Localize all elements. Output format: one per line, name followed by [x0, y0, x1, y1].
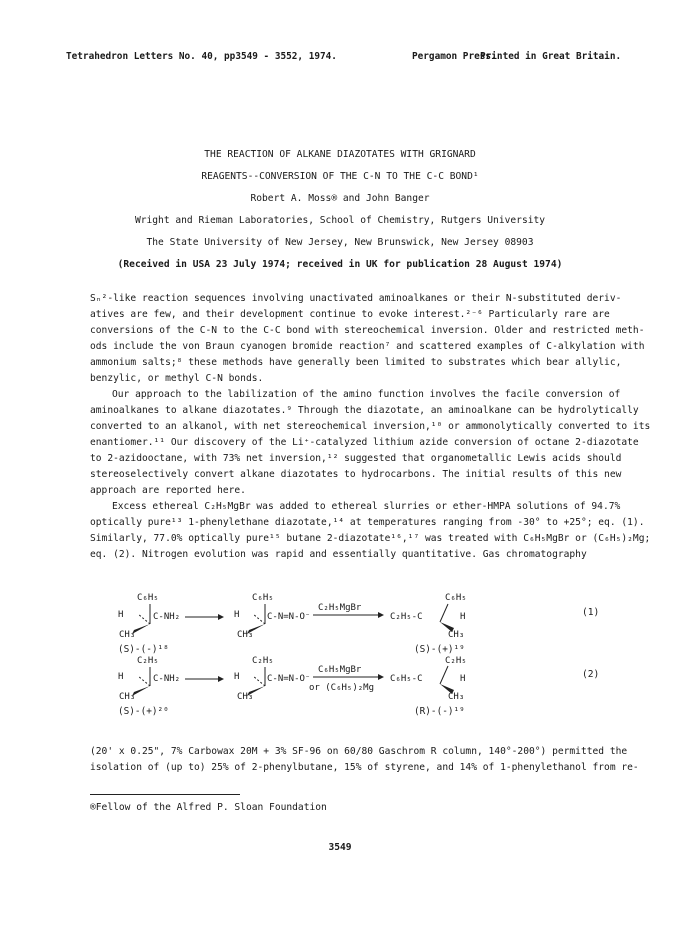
- eq1-reactant-label: (S)-(-)¹⁸: [118, 644, 169, 655]
- eq1-intermediate-main: C-N=N-O⁻: [267, 612, 311, 622]
- eq1-intermediate-top: C₆H₅: [252, 593, 274, 603]
- eq1-intermediate-bottom: CH₃: [237, 630, 254, 640]
- text-line: benzylic, or methyl C-N bonds.: [90, 373, 264, 384]
- eq1-reagent: C₂H₅MgBr: [318, 603, 362, 613]
- text-line: to 2-azidooctane, with 73% net inversion,¹² suggested that organometallic Lewis acids should: [90, 453, 622, 464]
- text-line: atives are few, and their development continue to evoke interest.²⁻⁶ Particularly rare are: [90, 309, 610, 320]
- text-line: optically pure¹³ 1-phenylethane diazotate,¹⁴ at temperatures ranging from -30° to +25°; eq. (1).: [90, 517, 645, 528]
- eq1-product-bottom: CH₃: [448, 630, 465, 640]
- journal-citation: Tetrahedron Letters No. 40, pp3549 - 3552, 1974.: [66, 51, 337, 62]
- title-line-2: REAGENTS--CONVERSION OF THE C-N TO THE C-C BOND¹: [201, 171, 479, 182]
- eq2-intermediate-h: H: [234, 672, 240, 682]
- publisher: Pergamon Press.: [412, 51, 497, 62]
- text-line: approach are reported here.: [90, 485, 246, 496]
- text-line: enantiomer.¹¹ Our discovery of the Li⁺-catalyzed lithium azide conversion of octane 2-diazotate: [90, 437, 639, 448]
- text-line: Sₙ²-like reaction sequences involving unactivated aminoalkanes or their N-substituted deriv-: [90, 293, 622, 304]
- eq2-intermediate-bottom: CH₃: [237, 692, 254, 702]
- text-line: ods include the von Braun cyanogen bromide reaction⁷ and scattered examples of C-alkylation with: [90, 341, 645, 352]
- eq1-number: (1): [582, 607, 600, 618]
- paragraph-4: [90, 744, 639, 776]
- eq2-reactant-main: C-NH₂: [153, 674, 181, 684]
- eq1-reactant-h: H: [118, 610, 124, 620]
- eq1-product-h: H: [460, 612, 466, 622]
- eq2-product-label: (R)-(-)¹⁹: [414, 706, 465, 717]
- printed-note: Printed in Great Britain.: [480, 51, 622, 62]
- eq1-reactant-bottom: CH₃: [119, 630, 136, 640]
- text-line: Excess ethereal C₂H₅MgBr was added to ethereal slurries or ether-HMPA solutions of 94.7%: [112, 501, 621, 512]
- eq1-reactant-main: C-NH₂: [153, 612, 181, 622]
- text-line: aminoalkanes to alkane diazotates.⁹ Through the diazotate, an aminoalkane can be hydrolytically: [90, 405, 639, 416]
- title-line-1: THE REACTION OF ALKANE DIAZOTATES WITH GRIGNARD: [204, 149, 476, 160]
- eq2-reactant-label: (S)-(+)²⁰: [118, 706, 169, 717]
- eq2-reactant-bottom: CH₃: [119, 692, 136, 702]
- eq2-product-left: C₆H₅-C: [390, 674, 423, 684]
- text-line: (20' x 0.25", 7% Carbowax 20M + 3% SF-96 on 60/80 Gaschrom R column, 140°-200°) permitted the: [90, 746, 628, 757]
- eq2-reagent: C₆H₅MgBr: [318, 665, 362, 675]
- eq2-reagent-alt: or (C₆H₅)₂Mg: [309, 683, 375, 693]
- received-dates: (Received in USA 23 July 1974; received in UK for publication 28 August 1974): [117, 259, 563, 270]
- text-line: eq. (2). Nitrogen evolution was rapid and essentially quantitative. Gas chromatography: [90, 549, 587, 560]
- text-line: ammonium salts;⁸ these methods have generally been limited to substrates which bear allylic,: [90, 357, 622, 368]
- text-line: conversions of the C-N to the C-C bond with stereochemical inversion. Older and restricted meth-: [90, 325, 645, 336]
- authors: Robert A. Moss® and John Banger: [250, 193, 430, 204]
- affiliation-line-1: Wright and Rieman Laboratories, School of Chemistry, Rutgers University: [134, 215, 546, 226]
- eq1-intermediate-h: H: [234, 610, 240, 620]
- eq2-intermediate-main: C-N=N-O⁻: [267, 674, 311, 684]
- text-line: stereoselectively convert alkane diazotates to hydrocarbons. The initial results of this new: [90, 469, 622, 480]
- eq1-product-top: C₆H₅: [445, 593, 467, 603]
- text-line: Our approach to the labilization of the amino function involves the facile conversion of: [112, 389, 621, 400]
- eq2-product-top: C₂H₅: [445, 656, 467, 666]
- text-line: converted to an alkanol, with net stereochemical inversion,¹⁰ or ammonolytically converted to its: [90, 421, 651, 432]
- text-line: isolation of (up to) 25% of 2-phenylbutane, 15% of styrene, and 14% of 1-phenylethanol from re-: [90, 762, 639, 773]
- affiliation-line-2: The State University of New Jersey, New Brunswick, New Jersey 08903: [146, 237, 534, 248]
- eq2-intermediate-top: C₂H₅: [252, 656, 274, 666]
- text-line: Similarly, 77.0% optically pure¹⁵ butane 2-diazotate¹⁶,¹⁷ was treated with C₆H₅MgBr or (C₆H₅)₂Mg;: [90, 533, 651, 544]
- eq2-reactant-top: C₂H₅: [137, 656, 159, 666]
- eq1-product-label: (S)-(+)¹⁹: [414, 644, 465, 655]
- eq2-product-bottom: CH₃: [448, 692, 465, 702]
- eq2-product-h: H: [460, 674, 466, 684]
- footnote: ®Fellow of the Alfred P. Sloan Foundation: [90, 802, 327, 813]
- eq1-product-left: C₂H₅-C: [390, 612, 423, 622]
- footnote-divider: [90, 794, 240, 795]
- eq2-number: (2): [582, 669, 600, 680]
- eq2-reactant-h: H: [118, 672, 124, 682]
- page-number: 3549: [328, 842, 352, 853]
- eq1-reactant-top: C₆H₅: [137, 593, 159, 603]
